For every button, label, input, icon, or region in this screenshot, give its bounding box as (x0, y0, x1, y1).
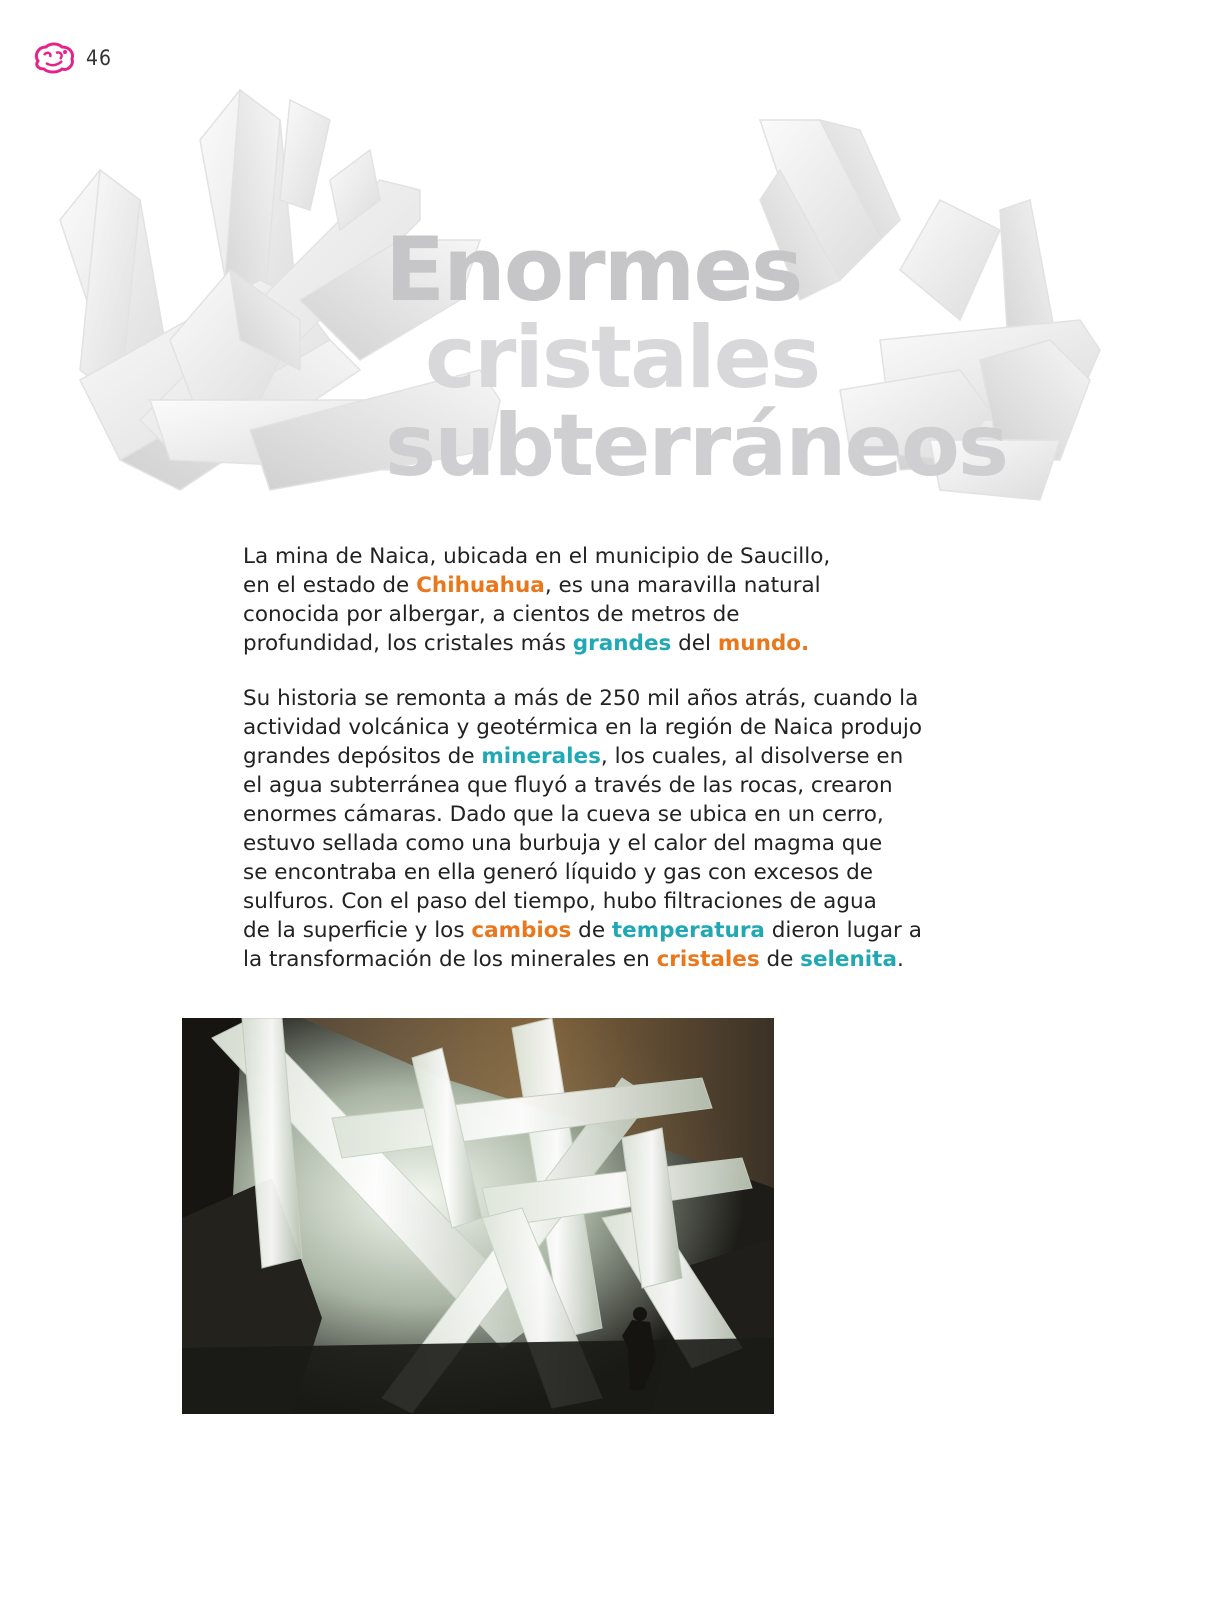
page-number: 46 (86, 46, 113, 70)
text-span: sulfuros. Con el paso del tiempo, hubo filtraciones de agua (243, 889, 877, 914)
title-line-2: cristales (425, 308, 820, 408)
highlight-grandes: grandes (572, 631, 672, 656)
highlight-cristales: cristales (656, 947, 760, 972)
text-line (243, 542, 978, 571)
text-span: en el estado de (243, 573, 417, 598)
text-span: el agua subterránea que fluyó a través de las rocas, crearon (243, 773, 893, 798)
cave-photo-illustration (182, 1018, 774, 1414)
text-span: se encontraba en ella generó líquido y gas con excesos de (243, 860, 873, 885)
text-span: Su historia se remonta a más de 250 mil años atrás, cuando la (243, 686, 919, 711)
text-span: de (571, 918, 612, 943)
text-span: La mina de Naica, ubicada en el municipio de Saucillo, (243, 544, 831, 569)
text-line (243, 858, 978, 887)
text-span: enormes cámaras. Dado que la cueva se ubica en un cerro, (243, 802, 884, 827)
highlight-chihuahua: Chihuahua (416, 573, 545, 598)
text-line (243, 629, 978, 658)
text-line (243, 742, 978, 771)
text-span: de la superficie y los (243, 918, 472, 943)
text-span: , es una maravilla natural (544, 573, 821, 598)
highlight-minerales: minerales (481, 744, 601, 769)
paragraph-history (243, 684, 978, 974)
text-line (243, 771, 978, 800)
highlight-mundo: mundo. (717, 631, 810, 656)
text-span: . (896, 947, 904, 972)
text-line (243, 571, 978, 600)
text-span: la transformación de los minerales en (243, 947, 657, 972)
text-line (243, 829, 978, 858)
paragraph-intro (243, 542, 978, 658)
text-span: , los cuales, al disolverse en (600, 744, 904, 769)
highlight-temperatura: temperatura (611, 918, 765, 943)
text-span: conocida por albergar, a cientos de metros de (243, 602, 740, 627)
highlight-cambios: cambios (471, 918, 572, 943)
text-span: grandes depósitos de (243, 744, 482, 769)
text-span: actividad volcánica y geotérmica en la región de Naica produjo (243, 715, 922, 740)
text-span: del (671, 631, 718, 656)
title-line-3: subterráneos (385, 396, 1008, 496)
text-line (243, 916, 978, 945)
text-span: estuvo sellada como una burbuja y el calor del magma que (243, 831, 883, 856)
text-line (243, 945, 978, 974)
text-line (243, 800, 978, 829)
title-line-1: Enormes (385, 218, 802, 321)
cave-crystals-photo (182, 1018, 774, 1414)
text-line (243, 887, 978, 916)
text-span: dieron lugar a (764, 918, 922, 943)
text-line (243, 713, 978, 742)
text-span: profundidad, los cristales más (243, 631, 573, 656)
text-line (243, 600, 978, 629)
highlight-selenita: selenita (800, 947, 897, 972)
page-title (385, 218, 1025, 496)
text-line (243, 684, 978, 713)
text-span: de (759, 947, 801, 972)
